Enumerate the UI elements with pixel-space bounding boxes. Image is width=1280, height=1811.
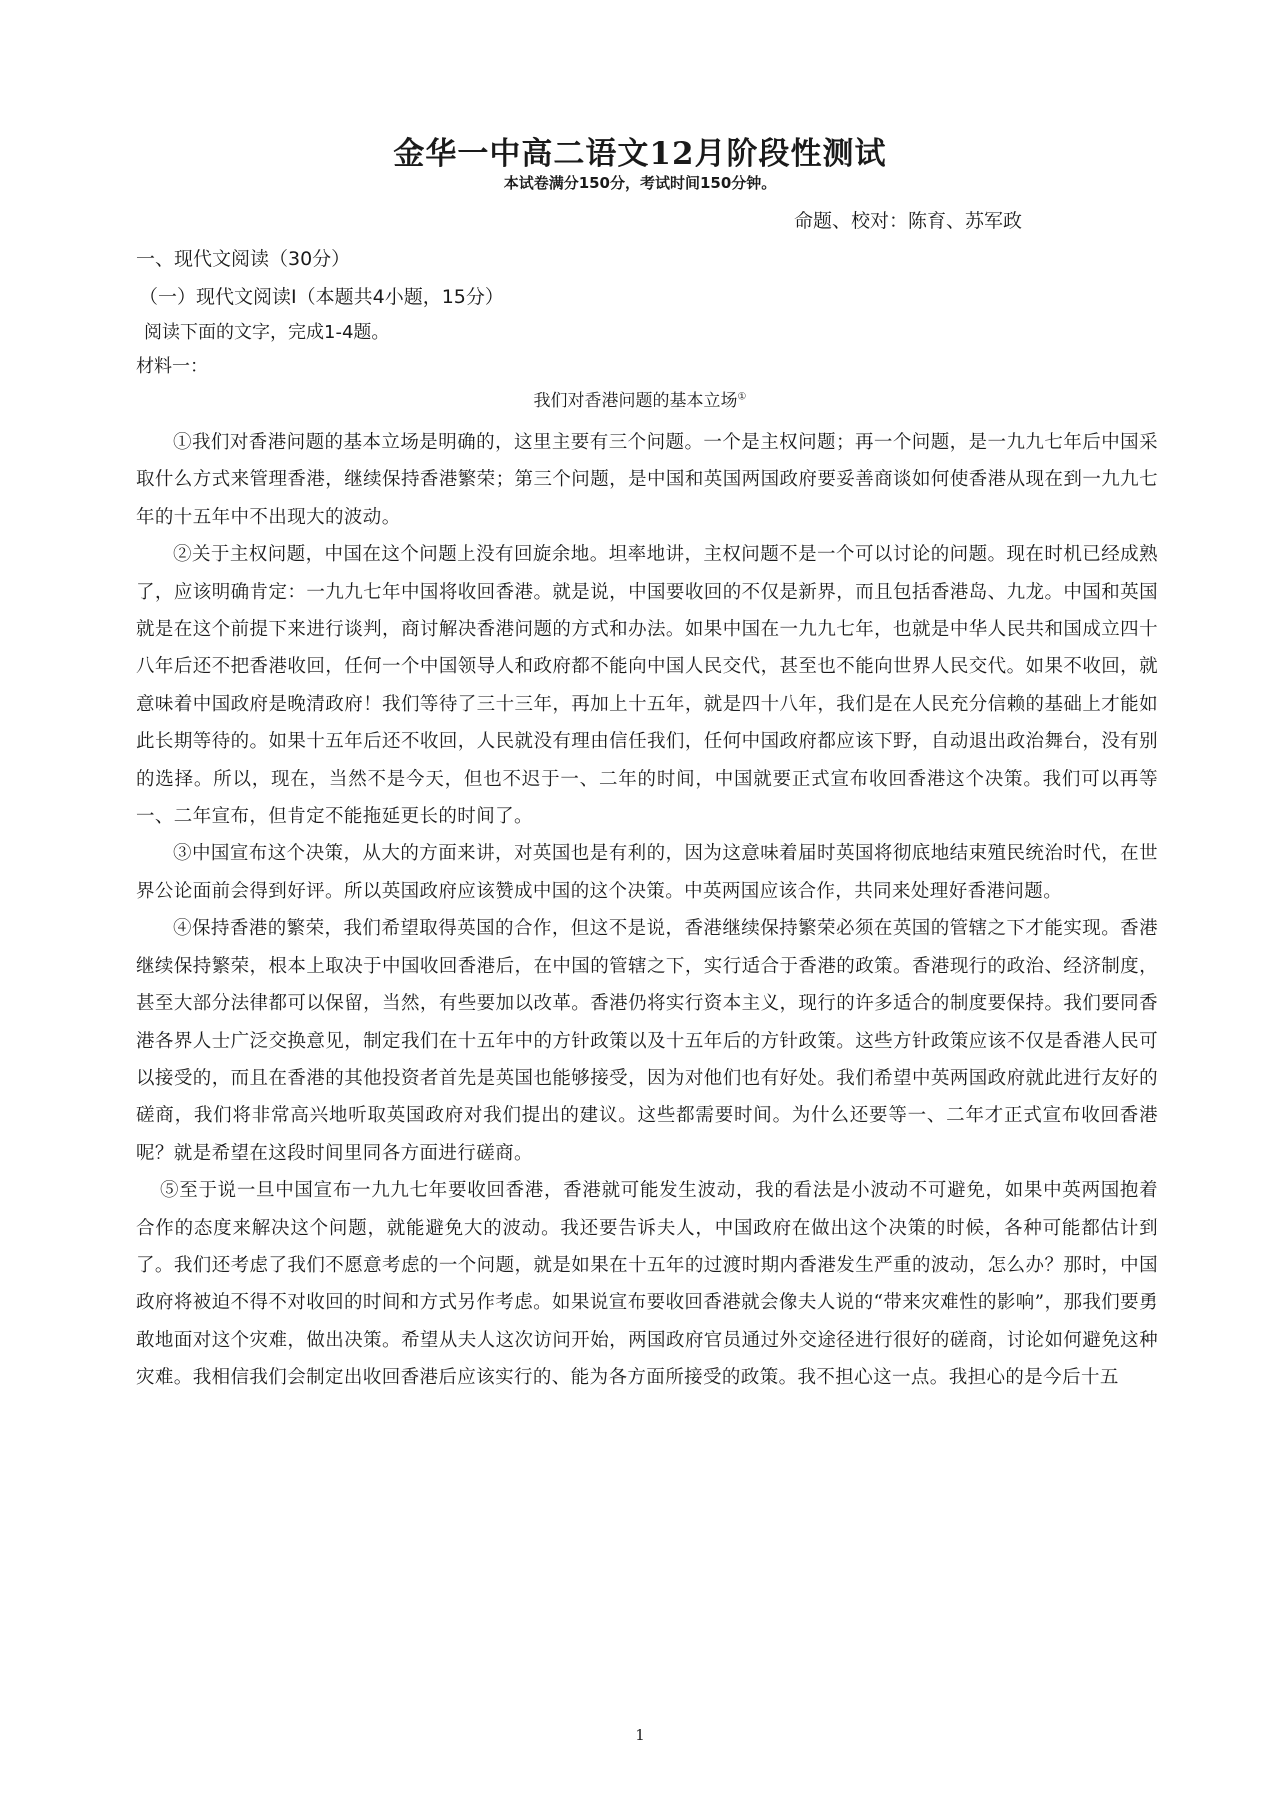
article-title-text: 我们对香港问题的基本立场: [533, 391, 738, 411]
article-body: [136, 424, 1158, 1397]
reading-instruction: 阅读下面的文字，完成1-4题。: [144, 322, 390, 343]
paragraph-1: ①我们对香港问题的基本立场是明确的，这里主要有三个问题。一个是主权问题；再一个问题，是一九九七年后中国采取什么方式来管理香港，继续保持香港繁荣；第三个问题，是中国和英国两国政府要妥善商谈如何使香港从现在到一九九七年的十五年中不出现大的波动。: [136, 432, 1158, 528]
material-label: 材料一：: [136, 356, 208, 377]
page-number: 1: [635, 1726, 645, 1744]
paragraph-4: ④保持香港的繁荣，我们希望取得英国的合作，但这不是说，香港继续保持繁荣必须在英国的管辖之下才能实现。香港继续保持繁荣，根本上取决于中国收回香港后，在中国的管辖之下，实行适合于香港的政策。香港现行的政治、经济制度，甚至大部分法律都可以保留，当然，有些要加以改革。香港仍将实行资本主义，现行的许多适合的制度要保持。我们要同香港各界人士广泛交换意见，制定我们在十五年中的方针政策以及十五年后的方针政策。这些方针政策应该不仅是香港人民可以接受的，而且在香港的其他投资者首先是英国也能够接受，因为对他们也有好处。我们希望中英两国政府就此进行友好的磋商，我们将非常高兴地听取英国政府对我们提出的建议。这些都需要时间。为什么还要等一、二年才正式宣布收回香港呢？就是希望在这段时间里同各方面进行磋商。: [136, 918, 1158, 1164]
exam-title: 金华一中高二语文12月阶段性测试: [393, 136, 887, 172]
footnote-marker: ①: [737, 391, 747, 403]
exam-subtitle: 本试卷满分150分，考试时间150分钟。: [503, 174, 777, 192]
paragraph-2: ②关于主权问题，中国在这个问题上没有回旋余地。坦率地讲，主权问题不是一个可以讨论的问题。现在时机已经成熟了，应该明确肯定：一九九七年中国将收回香港。就是说，中国要收回的不仅是新界，而且包括香港岛、九龙。中国和英国就是在这个前提下来进行谈判，商讨解决香港问题的方式和办法。如果中国在一九九七年，也就是中华人民共和国成立四十八年后还不把香港收回，任何一个中国领导人和政府都不能向中国人民交代，甚至也不能向世界人民交代。如果不收回，就意味着中国政府是晚清政府！我们等待了三十三年，再加上十五年，就是四十八年，我们是在人民充分信赖的基础上才能如此长期等待的。如果十五年后还不收回，人民就没有理由信任我们，任何中国政府都应该下野，自动退出政治舞台，没有别的选择。所以，现在，当然不是今天，但也不迟于一、二年的时间，中国就要正式宣布收回香港这个决策。我们可以再等一、二年宣布，但肯定不能拖延更长的时间了。: [136, 544, 1158, 828]
article-title: [0, 386, 1280, 411]
paragraph-5: ⑤至于说一旦中国宣布一九九七年要收回香港，香港就可能发生波动，我的看法是小波动不可避免，如果中英两国抱着合作的态度来解决这个问题，就能避免大的波动。我还要告诉夫人，中国政府在做出这个决策的时候，各种可能都估计到了。我们还考虑了我们不愿意考虑的一个问题，就是如果在十五年的过渡时期内香港发生严重的波动，怎么办？那时，中国政府将被迫不得不对收回的时间和方式另作考虑。如果说宣布要收回香港就会像夫人说的“带来灾难性的影响”，那我们要勇敢地面对这个灾难，做出决策。希望从夫人这次访问开始，两国政府官员通过外交途径进行很好的磋商，讨论如何避免这种灾难。我相信我们会制定出收回香港后应该实行的、能为各方面所接受的政策。我不担心这一点。我担心的是今后十五: [136, 1180, 1158, 1389]
section-heading: 一、现代文阅读（30分）: [136, 248, 351, 270]
paragraph-3: ③中国宣布这个决策，从大的方面来讲，对英国也是有利的，因为这意味着届时英国将彻底地结束殖民统治时代，在世界公论面前会得到好评。所以英国政府应该赞成中国的这个决策。中英两国应该合作，共同来处理好香港问题。: [136, 843, 1158, 902]
authors-line: 命题、校对：陈育、苏军政: [793, 210, 1022, 232]
subsection-heading: （一）现代文阅读Ⅰ（本题共4小题，15分）: [139, 286, 504, 308]
